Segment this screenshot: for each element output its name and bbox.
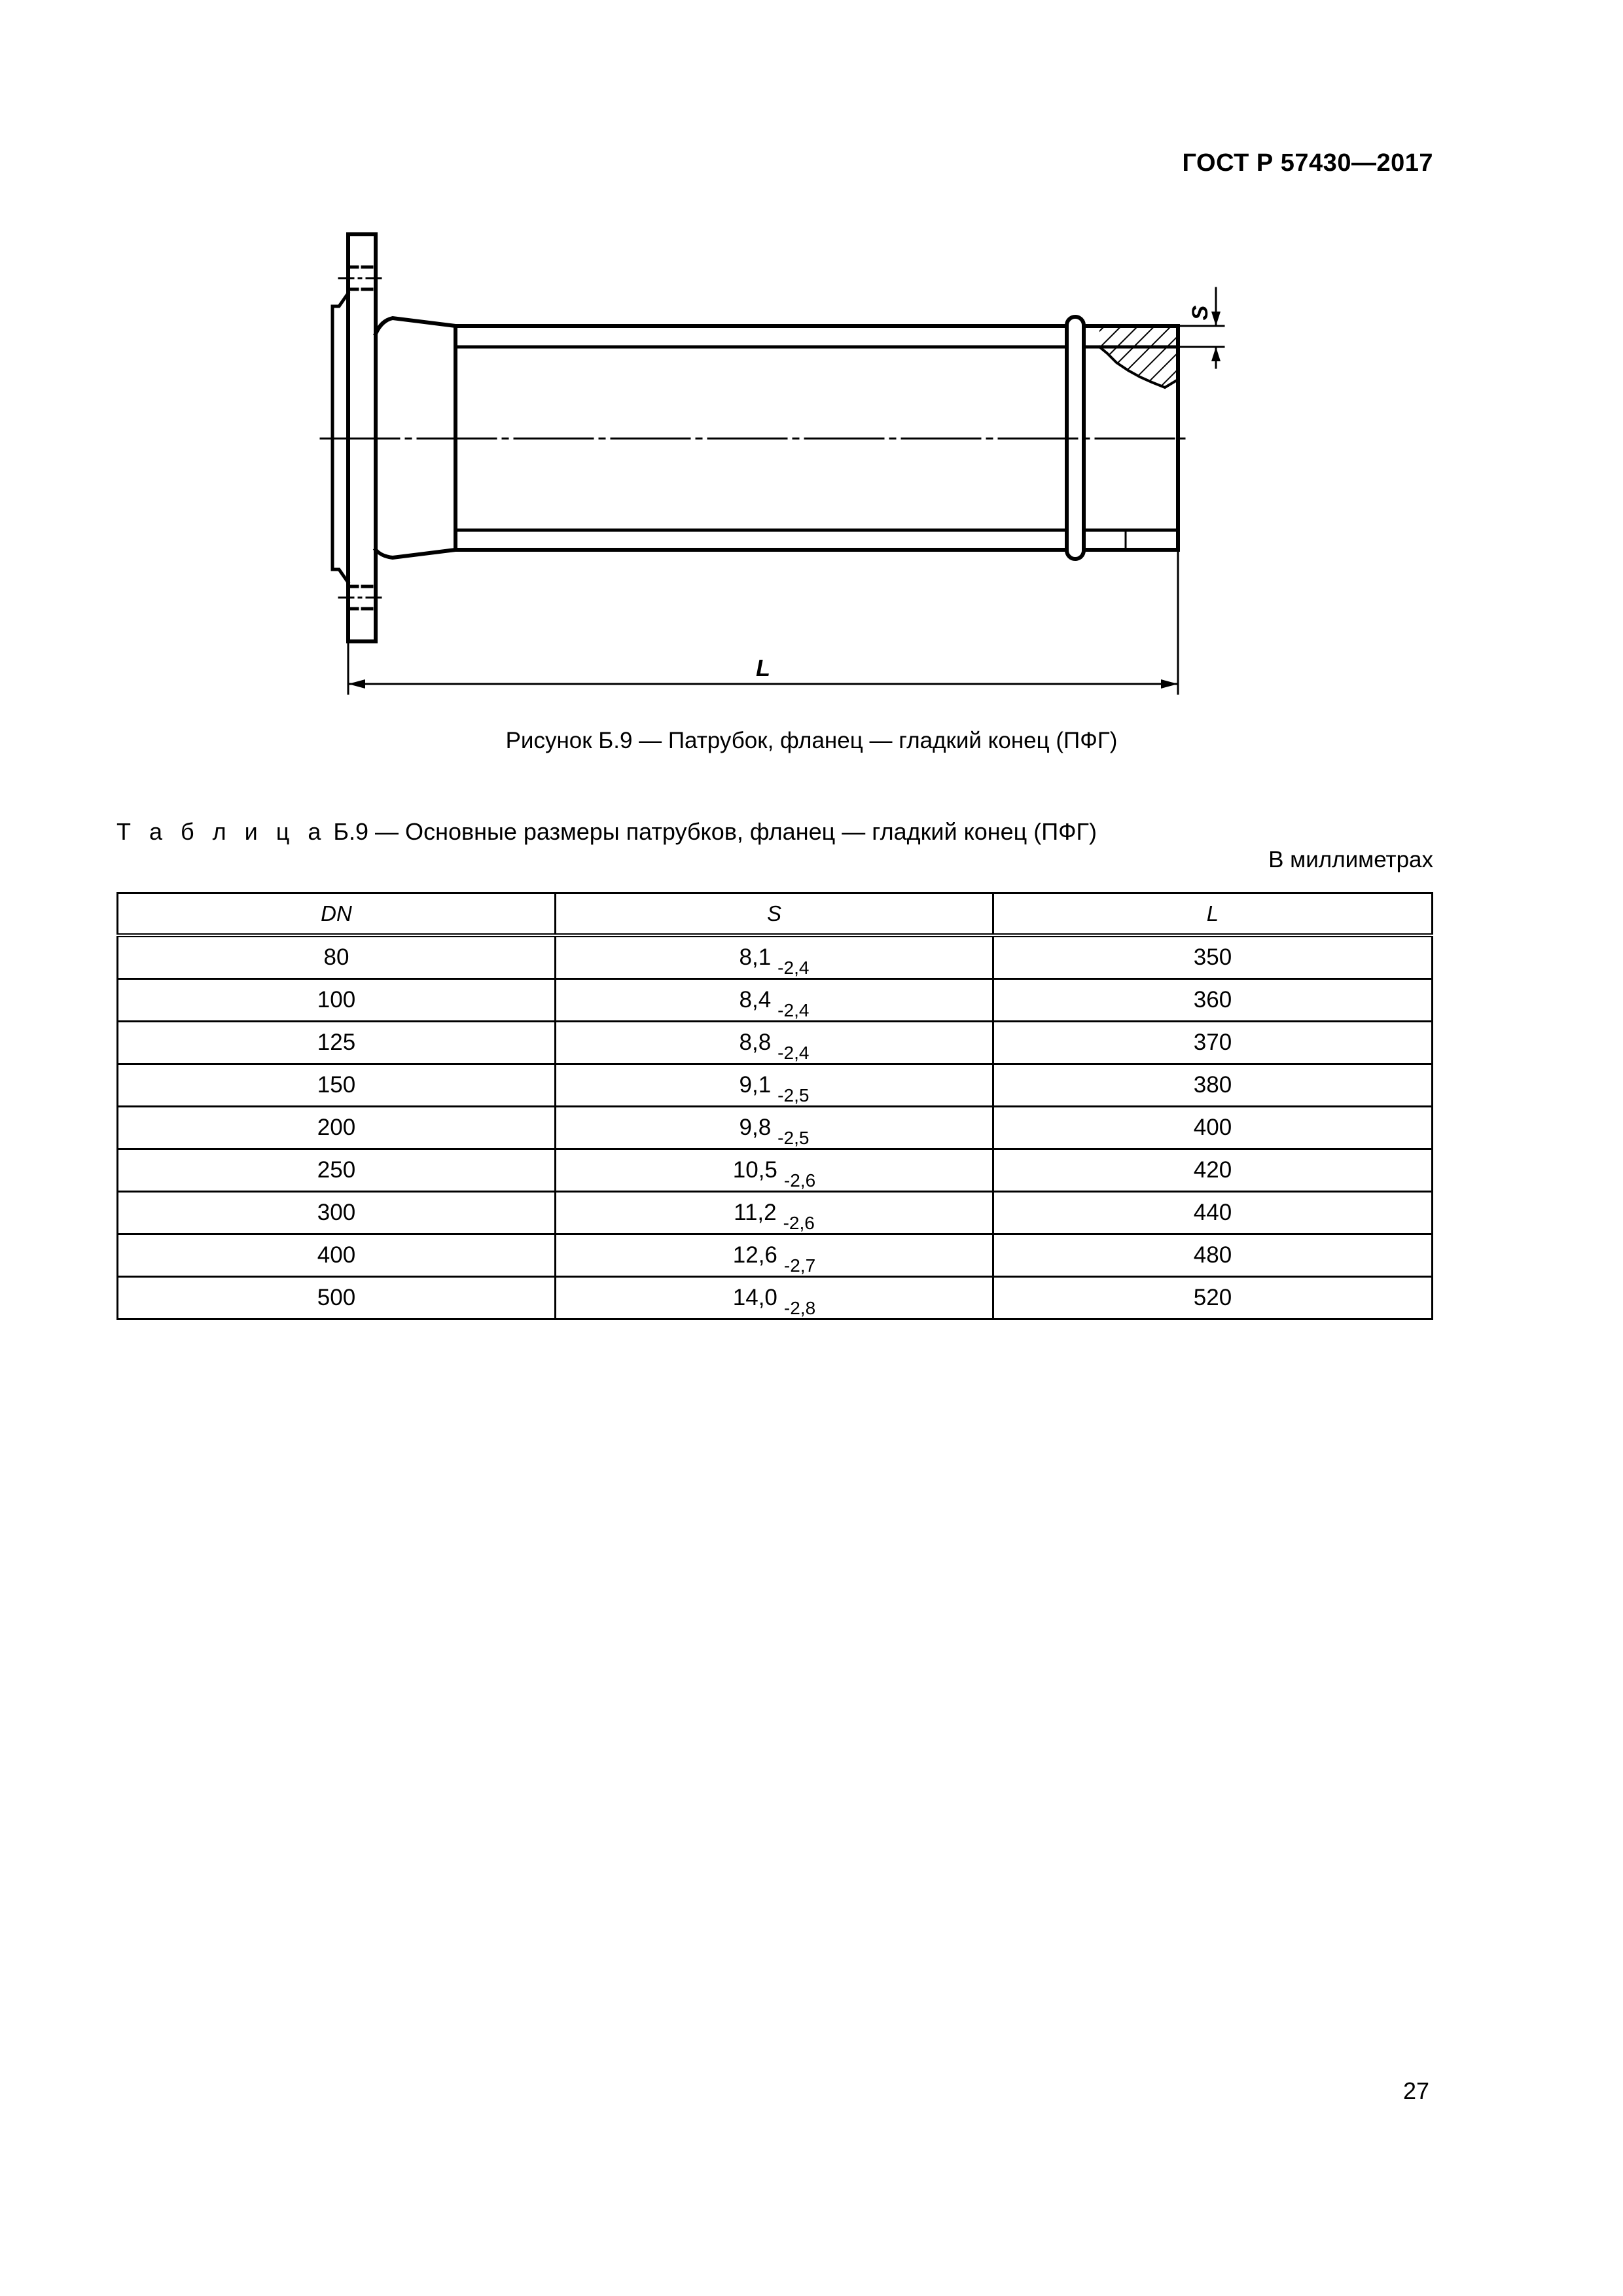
table-title-prefix: Т а б л и ц а (116, 818, 327, 845)
flange-hub (376, 318, 455, 334)
table-title (116, 818, 1097, 846)
s-value: 11,2 (734, 1200, 777, 1225)
col-header-s: S (555, 893, 993, 936)
cell-dn: 200 (118, 1107, 556, 1149)
cell-s (555, 1107, 993, 1149)
cell-dn: 80 (118, 935, 556, 979)
s-value: 10,5 (732, 1157, 777, 1183)
cell-s (555, 979, 993, 1022)
s-tolerance: -2,4 (777, 1043, 810, 1063)
s-tolerance: -2,7 (783, 1255, 816, 1276)
cell-s (555, 1192, 993, 1234)
table-title-text: Б.9 — Основные размеры патрубков, фланец — гладкий конец (ПФГ) (327, 818, 1097, 845)
s-tolerance: -2,4 (777, 958, 810, 978)
page-number: 27 (1402, 2077, 1429, 2104)
s-value: 12,6 (732, 1242, 777, 1268)
figure-caption: Рисунок Б.9 — Патрубок, фланец — гладкий конец (ПФГ) (505, 728, 1118, 753)
cell-s (555, 1277, 993, 1319)
s-value: 8,4 (739, 987, 772, 1013)
table-row (118, 1022, 1433, 1064)
cell-s (555, 1064, 993, 1107)
cell-dn: 400 (118, 1234, 556, 1277)
s-value: 14,0 (732, 1285, 777, 1310)
table-row (118, 935, 1433, 979)
s-tolerance: -2,8 (783, 1298, 816, 1318)
cell-l: 360 (993, 979, 1432, 1022)
cell-dn: 125 (118, 1022, 556, 1064)
cell-dn: 250 (118, 1149, 556, 1192)
cell-s (555, 1022, 993, 1064)
cell-l: 400 (993, 1107, 1432, 1149)
cell-l: 370 (993, 1022, 1432, 1064)
s-tolerance: -2,4 (777, 1000, 810, 1020)
cell-s (555, 1234, 993, 1277)
document-id: ГОСТ Р 57430—2017 (1182, 149, 1433, 177)
s-tolerance: -2,6 (783, 1170, 816, 1191)
cell-l: 520 (993, 1277, 1432, 1319)
pipe-drawing (308, 223, 1250, 707)
s-value: 8,8 (739, 1030, 772, 1055)
cell-l: 380 (993, 1064, 1432, 1107)
table-row (118, 1192, 1433, 1234)
dimension-label-s: S (1188, 305, 1213, 321)
s-tolerance: -2,5 (777, 1128, 810, 1148)
table-row (118, 979, 1433, 1022)
cell-dn: 300 (118, 1192, 556, 1234)
table-row (118, 1064, 1433, 1107)
cell-l: 440 (993, 1192, 1432, 1234)
col-header-dn: DN (118, 893, 556, 936)
cell-l: 420 (993, 1149, 1432, 1192)
table-row (118, 1277, 1433, 1319)
cell-dn: 500 (118, 1277, 556, 1319)
table-row (118, 1107, 1433, 1149)
cell-l: 480 (993, 1234, 1432, 1277)
units-note: В миллиметрах (1268, 847, 1433, 872)
s-value: 8,1 (739, 944, 772, 970)
cell-dn: 150 (118, 1064, 556, 1107)
table-row (118, 1149, 1433, 1192)
cell-s (555, 935, 993, 979)
dimension-label-l: L (756, 655, 770, 681)
cell-l: 350 (993, 935, 1432, 979)
cell-dn: 100 (118, 979, 556, 1022)
s-tolerance: -2,5 (777, 1085, 810, 1105)
table-row (118, 1234, 1433, 1277)
cell-s (555, 1149, 993, 1192)
s-value: 9,8 (739, 1115, 772, 1140)
dimensions-table (116, 892, 1433, 1320)
s-tolerance: -2,6 (783, 1213, 815, 1233)
col-header-l: L (993, 893, 1432, 936)
table-header-row (118, 893, 1433, 936)
s-value: 9,1 (739, 1072, 772, 1098)
